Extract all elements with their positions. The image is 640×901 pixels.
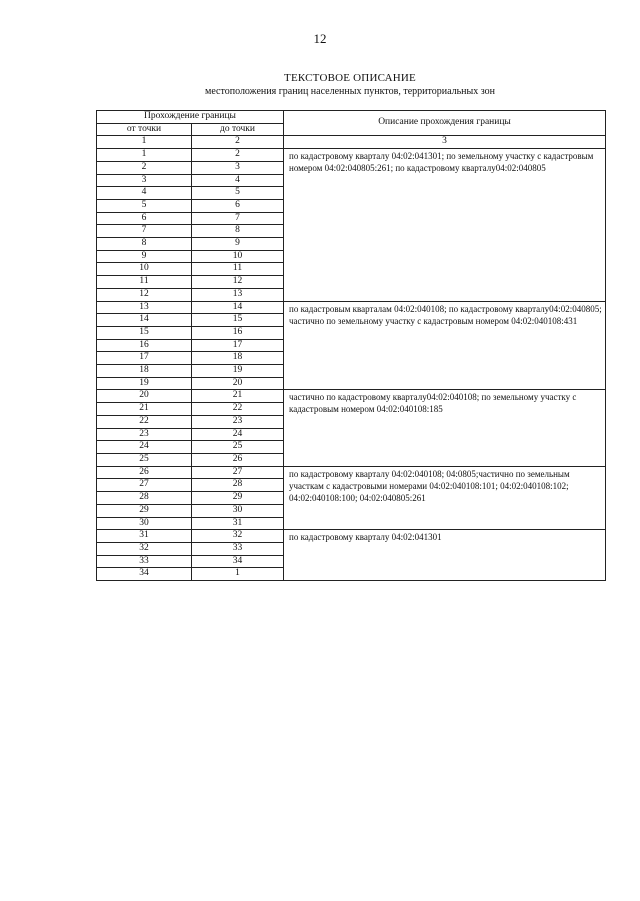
to-point-cell: 16 (192, 326, 284, 339)
to-point-cell: 27 (192, 466, 284, 479)
to-point-cell: 6 (192, 199, 284, 212)
to-point-cell: 18 (192, 352, 284, 365)
document-subtitle: местоположения границ населенных пунктов, территориальных зон (205, 86, 495, 97)
from-point-cell: 10 (97, 263, 192, 276)
table-row (97, 390, 606, 403)
to-point-cell: 19 (192, 365, 284, 378)
to-point-cell: 24 (192, 428, 284, 441)
from-point-cell: 9 (97, 250, 192, 263)
header-boundary-passage: Прохождение границы (97, 111, 284, 124)
to-point-cell: 4 (192, 174, 284, 187)
to-point-cell: 23 (192, 415, 284, 428)
document-title: ТЕКСТОВОЕ ОПИСАНИЕ (284, 72, 416, 84)
to-point-cell: 1 (192, 568, 284, 581)
from-point-cell: 26 (97, 466, 192, 479)
from-point-cell: 25 (97, 453, 192, 466)
header-from-point: от точки (97, 123, 192, 136)
from-point-cell: 4 (97, 187, 192, 200)
from-point-cell: 29 (97, 504, 192, 517)
from-point-cell: 17 (97, 352, 192, 365)
table-row (97, 466, 606, 479)
from-point-cell: 19 (97, 377, 192, 390)
from-point-cell: 8 (97, 238, 192, 251)
to-point-cell: 10 (192, 250, 284, 263)
from-point-cell: 22 (97, 415, 192, 428)
to-point-cell: 14 (192, 301, 284, 314)
from-point-cell: 18 (97, 365, 192, 378)
to-point-cell: 30 (192, 504, 284, 517)
to-point-cell: 9 (192, 238, 284, 251)
to-point-cell: 28 (192, 479, 284, 492)
to-point-cell: 34 (192, 555, 284, 568)
to-point-cell: 2 (192, 149, 284, 162)
to-point-cell: 21 (192, 390, 284, 403)
boundary-description-cell: по кадастровым кварталам 04:02:040108; по кадастровому кварталу04:02:040805; частично по земельному участку с кадастровым номером 04:02:040108:431 (284, 301, 606, 390)
boundary-description-cell: по кадастровому кварталу 04:02:041301; по земельному участку с кадастровым номером 04:02:040805:261; по кадастровому кварталу04:02:040805 (284, 149, 606, 301)
table-body (97, 149, 606, 581)
from-point-cell: 13 (97, 301, 192, 314)
boundary-description-cell: частично по кадастровому кварталу04:02:040108; по земельному участку с кадастровым номером 04:02:040108:185 (284, 390, 606, 466)
from-point-cell: 33 (97, 555, 192, 568)
from-point-cell: 3 (97, 174, 192, 187)
from-point-cell: 6 (97, 212, 192, 225)
to-point-cell: 25 (192, 441, 284, 454)
from-point-cell: 11 (97, 276, 192, 289)
to-point-cell: 8 (192, 225, 284, 238)
to-point-cell: 17 (192, 339, 284, 352)
from-point-cell: 16 (97, 339, 192, 352)
table-row (97, 301, 606, 314)
column-number-row (97, 136, 606, 149)
to-point-cell: 3 (192, 161, 284, 174)
from-point-cell: 21 (97, 403, 192, 416)
from-point-cell: 5 (97, 199, 192, 212)
to-point-cell: 33 (192, 542, 284, 555)
from-point-cell: 7 (97, 225, 192, 238)
column-number: 2 (192, 136, 284, 149)
from-point-cell: 30 (97, 517, 192, 530)
to-point-cell: 20 (192, 377, 284, 390)
from-point-cell: 15 (97, 326, 192, 339)
boundary-description-cell: по кадастровому кварталу 04:02:041301 (284, 530, 606, 581)
to-point-cell: 7 (192, 212, 284, 225)
header-to-point: до точки (192, 123, 284, 136)
from-point-cell: 28 (97, 492, 192, 505)
to-point-cell: 31 (192, 517, 284, 530)
to-point-cell: 5 (192, 187, 284, 200)
from-point-cell: 1 (97, 149, 192, 162)
from-point-cell: 34 (97, 568, 192, 581)
page-number: 12 (313, 31, 327, 46)
from-point-cell: 12 (97, 288, 192, 301)
from-point-cell: 24 (97, 441, 192, 454)
table-row (97, 530, 606, 543)
from-point-cell: 32 (97, 542, 192, 555)
to-point-cell: 12 (192, 276, 284, 289)
to-point-cell: 32 (192, 530, 284, 543)
from-point-cell: 14 (97, 314, 192, 327)
boundary-table (96, 110, 606, 581)
header-description: Описание прохождения границы (284, 111, 606, 136)
table-row (97, 149, 606, 162)
column-number: 1 (97, 136, 192, 149)
from-point-cell: 23 (97, 428, 192, 441)
column-number: 3 (284, 136, 606, 149)
from-point-cell: 20 (97, 390, 192, 403)
to-point-cell: 22 (192, 403, 284, 416)
table-header-row (97, 111, 606, 124)
from-point-cell: 2 (97, 161, 192, 174)
to-point-cell: 11 (192, 263, 284, 276)
to-point-cell: 26 (192, 453, 284, 466)
to-point-cell: 29 (192, 492, 284, 505)
boundary-description-cell: по кадастровому кварталу 04:02:040108; 04:0805;частично по земельным участкам с кадастровыми номерами 04:02:040108:101; 04:02:040108:102; 04:02:040108:100; 04:02:040805:261 (284, 466, 606, 530)
from-point-cell: 27 (97, 479, 192, 492)
to-point-cell: 13 (192, 288, 284, 301)
to-point-cell: 15 (192, 314, 284, 327)
from-point-cell: 31 (97, 530, 192, 543)
